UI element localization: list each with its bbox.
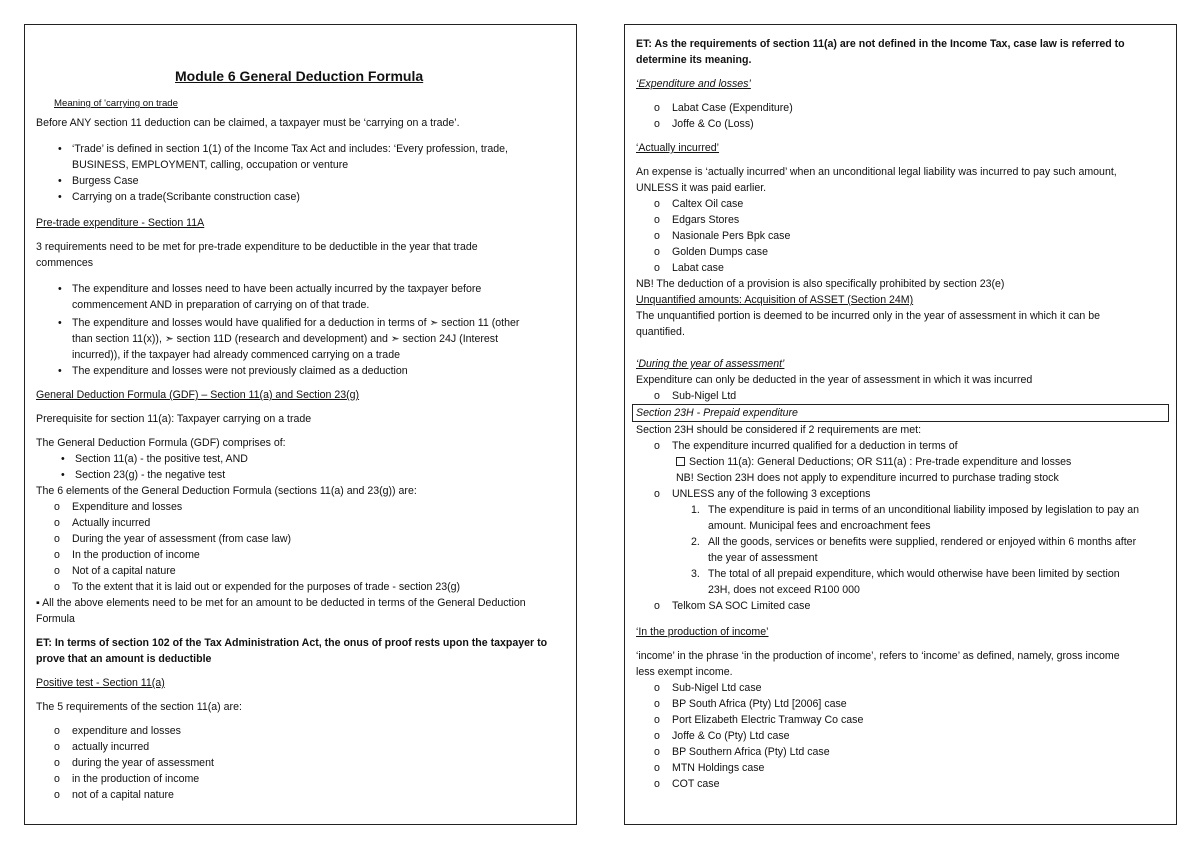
list-item: o Telkom SA SOC Limited case bbox=[672, 600, 810, 613]
exception-line: amount. Municipal fees and encroachment fees bbox=[708, 520, 931, 532]
list-item: o Edgars Stores bbox=[672, 214, 739, 227]
et-onus-line: prove that an amount is deductible bbox=[36, 653, 212, 665]
list-item: o MTN Holdings case bbox=[672, 762, 764, 775]
list-item: o Joffe & Co (Loss) bbox=[672, 118, 754, 131]
prerequisite-text: Prerequisite for section 11(a): Taxpayer carrying on a trade bbox=[36, 413, 312, 425]
unquantified-line: The unquantified portion is deemed to be incurred only in the year of assessment in which it can be bbox=[636, 310, 1101, 322]
list-item: • ‘Trade’ is defined in section 1(1) of the Income Tax Act and includes: ‘Every profession, trade, bbox=[72, 143, 508, 156]
list-item: o In the production of income bbox=[72, 549, 200, 562]
list-item: o To the extent that it is laid out or expended for the purposes of trade - section 23(g) bbox=[72, 581, 460, 594]
expenditure-heading: ‘Expenditure and losses’ bbox=[636, 78, 751, 90]
list-item: o actually incurred bbox=[72, 741, 149, 754]
list-item: o Labat Case (Expenditure) bbox=[672, 102, 793, 115]
list-item: • Section 23(g) - the negative test bbox=[75, 469, 225, 482]
production-text-line: ‘income’ in the phrase ‘in the production of income’, refers to ‘income’ as defined, namely, gross income bbox=[636, 650, 1120, 662]
exception-line: The total of all prepaid expenditure, which would otherwise have been limited by section bbox=[708, 568, 1120, 580]
pretrade-intro-line: commences bbox=[36, 257, 94, 269]
exception-number: 1. bbox=[691, 504, 700, 516]
unquantified-line: quantified. bbox=[636, 326, 685, 338]
actually-incurred-heading: ‘Actually incurred’ bbox=[636, 142, 720, 154]
et-requirements-line: ET: As the requirements of section 11(a) are not defined in the Income Tax, case law is referred to bbox=[636, 38, 1125, 50]
list-item: o Not of a capital nature bbox=[72, 565, 176, 578]
list-item: o Sub-Nigel Ltd bbox=[672, 390, 736, 403]
exception-line: the year of assessment bbox=[708, 552, 818, 564]
positive-test-heading: Positive test - Section 11(a) bbox=[36, 677, 165, 689]
actually-text-line: UNLESS it was paid earlier. bbox=[636, 182, 767, 194]
prepaid-nb: NB! Section 23H does not apply to expenditure incurred to purchase trading stock bbox=[676, 472, 1059, 484]
list-item: o BP South Africa (Pty) Ltd [2006] case bbox=[672, 698, 847, 711]
list-item-cont: BUSINESS, EMPLOYMENT, calling, occupation or venture bbox=[72, 159, 349, 171]
list-item: o Expenditure and losses bbox=[72, 501, 182, 514]
all-above-line: ▪ All the above elements need to be met for an amount to be deducted in terms of the General Deduction bbox=[36, 597, 526, 609]
list-item: • The expenditure and losses were not previously claimed as a deduction bbox=[72, 365, 408, 378]
et-onus-line: ET: In terms of section 102 of the Tax Administration Act, the onus of proof rests upon the taxpayer to bbox=[36, 637, 548, 649]
gdf-heading: General Deduction Formula (GDF) – Section 11(a) and Section 23(g) bbox=[36, 389, 360, 401]
list-item: o Actually incurred bbox=[72, 517, 150, 530]
prepaid-heading: Section 23H - Prepaid expenditure bbox=[636, 407, 798, 419]
list-item: o UNLESS any of the following 3 exceptions bbox=[672, 488, 870, 501]
prepaid-box-text: Section 11(a): General Deductions; OR S11(a) : Pre-trade expenditure and losses bbox=[689, 456, 1072, 468]
list-item: o Nasionale Pers Bpk case bbox=[672, 230, 790, 243]
prepaid-intro: Section 23H should be considered if 2 requirements are met: bbox=[636, 424, 922, 436]
list-item: • Carrying on a trade(Scribante construction case) bbox=[72, 191, 300, 204]
list-item-cont: commencement AND in preparation of carrying on of that trade. bbox=[72, 299, 370, 311]
right-page bbox=[624, 24, 1177, 825]
list-item-cont: than section 11(x)), ➣ section 11D (research and development) and ➣ section 24J (Interest bbox=[72, 333, 499, 345]
production-heading: ‘In the production of income’ bbox=[636, 626, 769, 638]
left-page bbox=[24, 24, 577, 825]
list-item: o During the year of assessment (from case law) bbox=[72, 533, 291, 546]
production-text-line: less exempt income. bbox=[636, 666, 733, 678]
list-item: • The expenditure and losses would have qualified for a deduction in terms of ➣ section 11 (other bbox=[72, 317, 519, 330]
list-item: • The expenditure and losses need to have been actually incurred by the taxpayer before bbox=[72, 283, 481, 296]
before-any-text: Before ANY section 11 deduction can be claimed, a taxpayer must be ‘carrying on a trade’. bbox=[36, 117, 460, 129]
six-elements-intro: The 6 elements of the General Deduction Formula (sections 11(a) and 23(g)) are: bbox=[36, 485, 417, 497]
et-requirements-line: determine its meaning. bbox=[636, 54, 752, 66]
during-year-text: Expenditure can only be deducted in the year of assessment in which it was incurred bbox=[636, 374, 1033, 386]
actually-text-line: An expense is ‘actually incurred’ when an unconditional legal liability was incurred to pay such amount, bbox=[636, 166, 1117, 178]
list-item: • Section 11(a) - the positive test, AND bbox=[75, 453, 248, 466]
exception-number: 3. bbox=[691, 568, 700, 580]
prepaid-box-line bbox=[676, 456, 1071, 469]
gdf-comprises-text: The General Deduction Formula (GDF) comprises of: bbox=[36, 437, 286, 449]
list-item: o Labat case bbox=[672, 262, 724, 275]
during-year-heading: ‘During the year of assessment’ bbox=[636, 358, 785, 370]
all-above-line: Formula bbox=[36, 613, 75, 625]
pretrade-heading: Pre-trade expenditure - Section 11A bbox=[36, 217, 205, 229]
exception-line: The expenditure is paid in terms of an unconditional liability imposed by legislation to pay an bbox=[708, 504, 1140, 516]
list-item: o Golden Dumps case bbox=[672, 246, 768, 259]
list-item: o in the production of income bbox=[72, 773, 199, 786]
list-item: o BP Southern Africa (Pty) Ltd case bbox=[672, 746, 830, 759]
unquantified-heading: Unquantified amounts: Acquisition of ASSET (Section 24M) bbox=[636, 294, 914, 306]
prepaid-heading-box bbox=[632, 404, 1169, 422]
checkbox-icon bbox=[676, 457, 685, 466]
list-item: • Burgess Case bbox=[72, 175, 139, 188]
list-item: o Sub-Nigel Ltd case bbox=[672, 682, 762, 695]
nb-provision-text: NB! The deduction of a provision is also specifically prohibited by section 23(e) bbox=[636, 278, 1005, 290]
list-item: o not of a capital nature bbox=[72, 789, 174, 802]
list-item: o The expenditure incurred qualified for a deduction in terms of bbox=[672, 440, 958, 453]
page-title: Module 6 General Deduction Formula bbox=[175, 68, 424, 84]
list-item: o Joffe & Co (Pty) Ltd case bbox=[672, 730, 790, 743]
list-item: o during the year of assessment bbox=[72, 757, 214, 770]
list-item: o expenditure and losses bbox=[72, 725, 181, 738]
list-item-cont: incurred)), if the taxpayer had already commenced carrying on a trade bbox=[72, 349, 400, 361]
list-item: o COT case bbox=[672, 778, 720, 791]
meaning-heading: Meaning of 'carrying on trade bbox=[54, 98, 178, 109]
pretrade-intro-line: 3 requirements need to be met for pre-trade expenditure to be deductible in the year that trade bbox=[36, 241, 478, 253]
five-req-intro: The 5 requirements of the section 11(a) are: bbox=[36, 701, 242, 713]
exception-number: 2. bbox=[691, 536, 700, 548]
exception-line: 23H, does not exceed R100 000 bbox=[708, 584, 860, 596]
exception-line: All the goods, services or benefits were supplied, rendered or enjoyed within 6 months after bbox=[708, 536, 1137, 548]
list-item: o Port Elizabeth Electric Tramway Co case bbox=[672, 714, 863, 727]
list-item: o Caltex Oil case bbox=[672, 198, 743, 211]
